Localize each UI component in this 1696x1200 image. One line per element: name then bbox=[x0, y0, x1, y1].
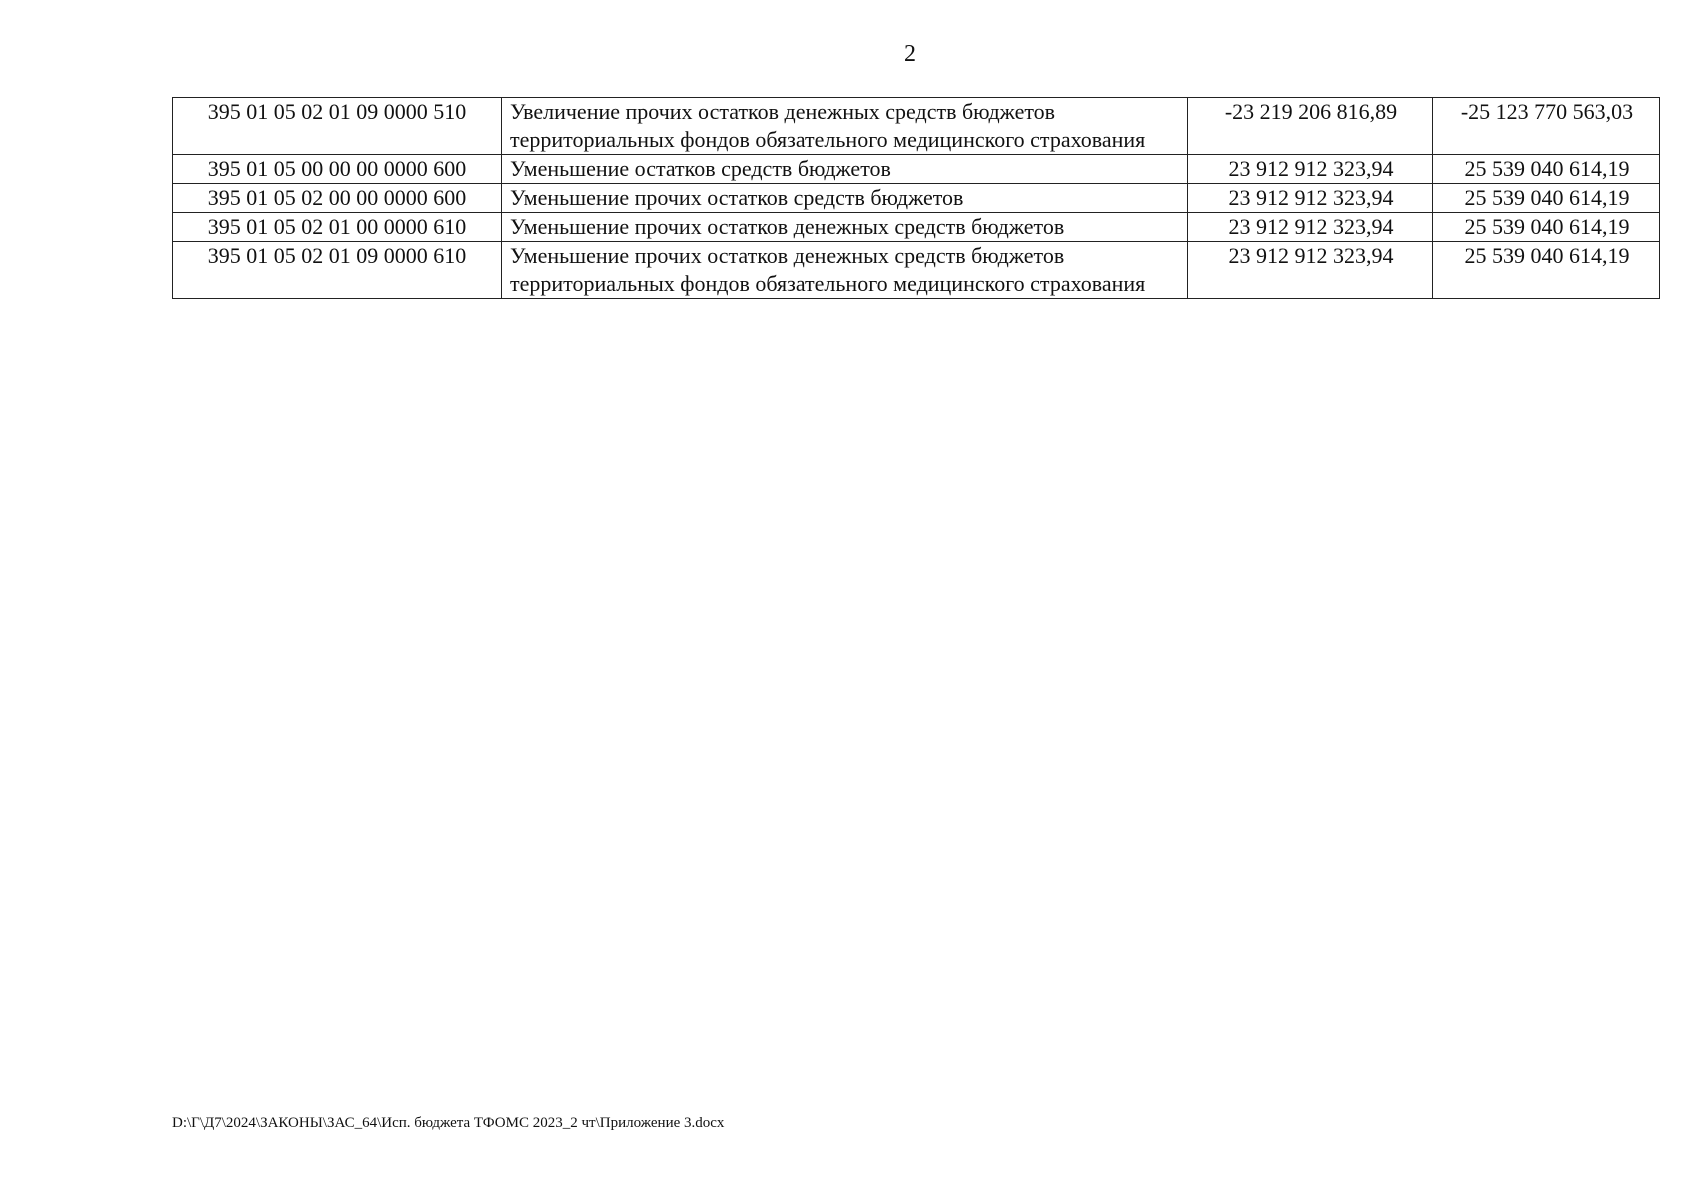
budget-code-cell: 395 01 05 00 00 00 0000 600 bbox=[173, 155, 502, 184]
value2-cell: 25 539 040 614,19 bbox=[1433, 184, 1660, 213]
value1-cell: 23 912 912 323,94 bbox=[1188, 155, 1433, 184]
value1-cell: 23 912 912 323,94 bbox=[1188, 242, 1433, 299]
value2-cell: 25 539 040 614,19 bbox=[1433, 213, 1660, 242]
budget-name-cell: Уменьшение прочих остатков денежных средств бюджетов bbox=[502, 213, 1188, 242]
value2-cell: 25 539 040 614,19 bbox=[1433, 155, 1660, 184]
value2-cell: 25 539 040 614,19 bbox=[1433, 242, 1660, 299]
value1-cell: -23 219 206 816,89 bbox=[1188, 98, 1433, 155]
value2-cell: -25 123 770 563,03 bbox=[1433, 98, 1660, 155]
budget-name-cell: Уменьшение прочих остатков средств бюджетов bbox=[502, 184, 1188, 213]
budget-table bbox=[172, 97, 1660, 299]
table-row bbox=[173, 155, 1660, 184]
budget-code-cell: 395 01 05 02 01 09 0000 610 bbox=[173, 242, 502, 299]
table-row bbox=[173, 242, 1660, 299]
table-row bbox=[173, 98, 1660, 155]
budget-code-cell: 395 01 05 02 00 00 0000 600 bbox=[173, 184, 502, 213]
budget-code-cell: 395 01 05 02 01 00 0000 610 bbox=[173, 213, 502, 242]
budget-name-cell: Увеличение прочих остатков денежных средств бюджетов территориальных фондов обязательного медицинского страхования bbox=[502, 98, 1188, 155]
budget-name-cell: Уменьшение остатков средств бюджетов bbox=[502, 155, 1188, 184]
file-path-footer: D:\Г\Д7\2024\ЗАКОНЫ\ЗАС_64\Исп. бюджета ТФОМС 2023_2 чт\Приложение 3.docx bbox=[172, 1115, 725, 1131]
table-row bbox=[173, 184, 1660, 213]
budget-name-cell: Уменьшение прочих остатков денежных средств бюджетов территориальных фондов обязательного медицинского страхования bbox=[502, 242, 1188, 299]
table-row bbox=[173, 213, 1660, 242]
value1-cell: 23 912 912 323,94 bbox=[1188, 213, 1433, 242]
page-number: 2 bbox=[904, 41, 916, 67]
value1-cell: 23 912 912 323,94 bbox=[1188, 184, 1433, 213]
budget-code-cell: 395 01 05 02 01 09 0000 510 bbox=[173, 98, 502, 155]
